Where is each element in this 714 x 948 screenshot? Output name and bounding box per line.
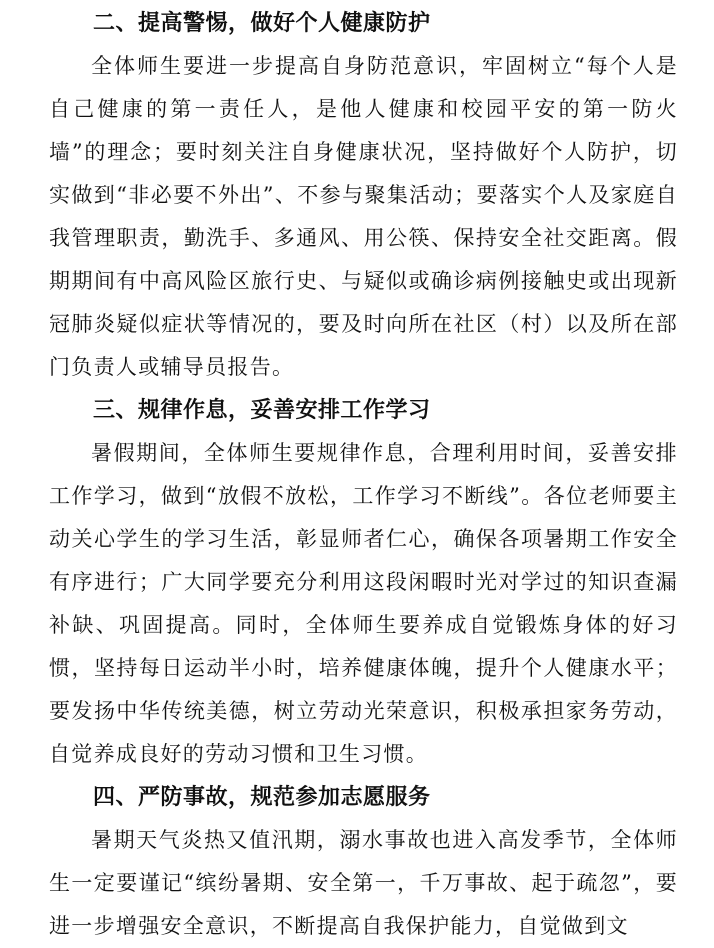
section-health-protection [49,2,678,389]
section-paragraph: 全体师生要进一步提高自身防范意识，牢固树立“每个人是自己健康的第一责任人，是他人健康和校园平安的第一防火墙”的理念；要时刻关注自身健康状况，坚持做好个人防护，切实做到“非必要不外出”、不参与聚集活动；要落实个人及家庭自我管理职责，勤洗手、多通风、用公筷、保持安全社交距离。假期期间有中高风险区旅行史、与疑似或确诊病例接触史或出现新冠肺炎疑似症状等情况的，要及时向所在社区（村）以及所在部门负责人或辅导员报告。 [49,54,678,379]
section-accident-prevention [49,776,678,948]
section-heading: 四、严防事故，规范参加志愿服务 [93,785,431,810]
section-paragraph: 暑期天气炎热又值汛期，溺水事故也进入高发季节，全体师生一定要谨记“缤纷暑期、安全第一，千万事故、起于疏忽”，要进一步增强安全意识，不断提高自我保护能力，自觉做到文 [49,828,678,938]
section-heading: 三、规律作息，妥善安排工作学习 [93,398,431,423]
section-heading: 二、提高警惕，做好个人健康防护 [93,11,431,36]
section-paragraph: 暑假期间，全体师生要规律作息，合理利用时间，妥善安排工作学习，做到“放假不放松，工作学习不断线”。各位老师要主动关心学生的学习生活，彰显师者仁心，确保各项暑期工作安全有序进行；广大同学要充分利用这段闲暇时光对学过的知识查漏补缺、巩固提高。同时，全体师生要养成自觉锻炼身体的好习惯，坚持每日运动半小时，培养健康体魄，提升个人健康水平；要发扬中华传统美德，树立劳动光荣意识，积极承担家务劳动，自觉养成良好的劳动习惯和卫生习惯。 [49,441,678,766]
section-regular-schedule [49,389,678,776]
